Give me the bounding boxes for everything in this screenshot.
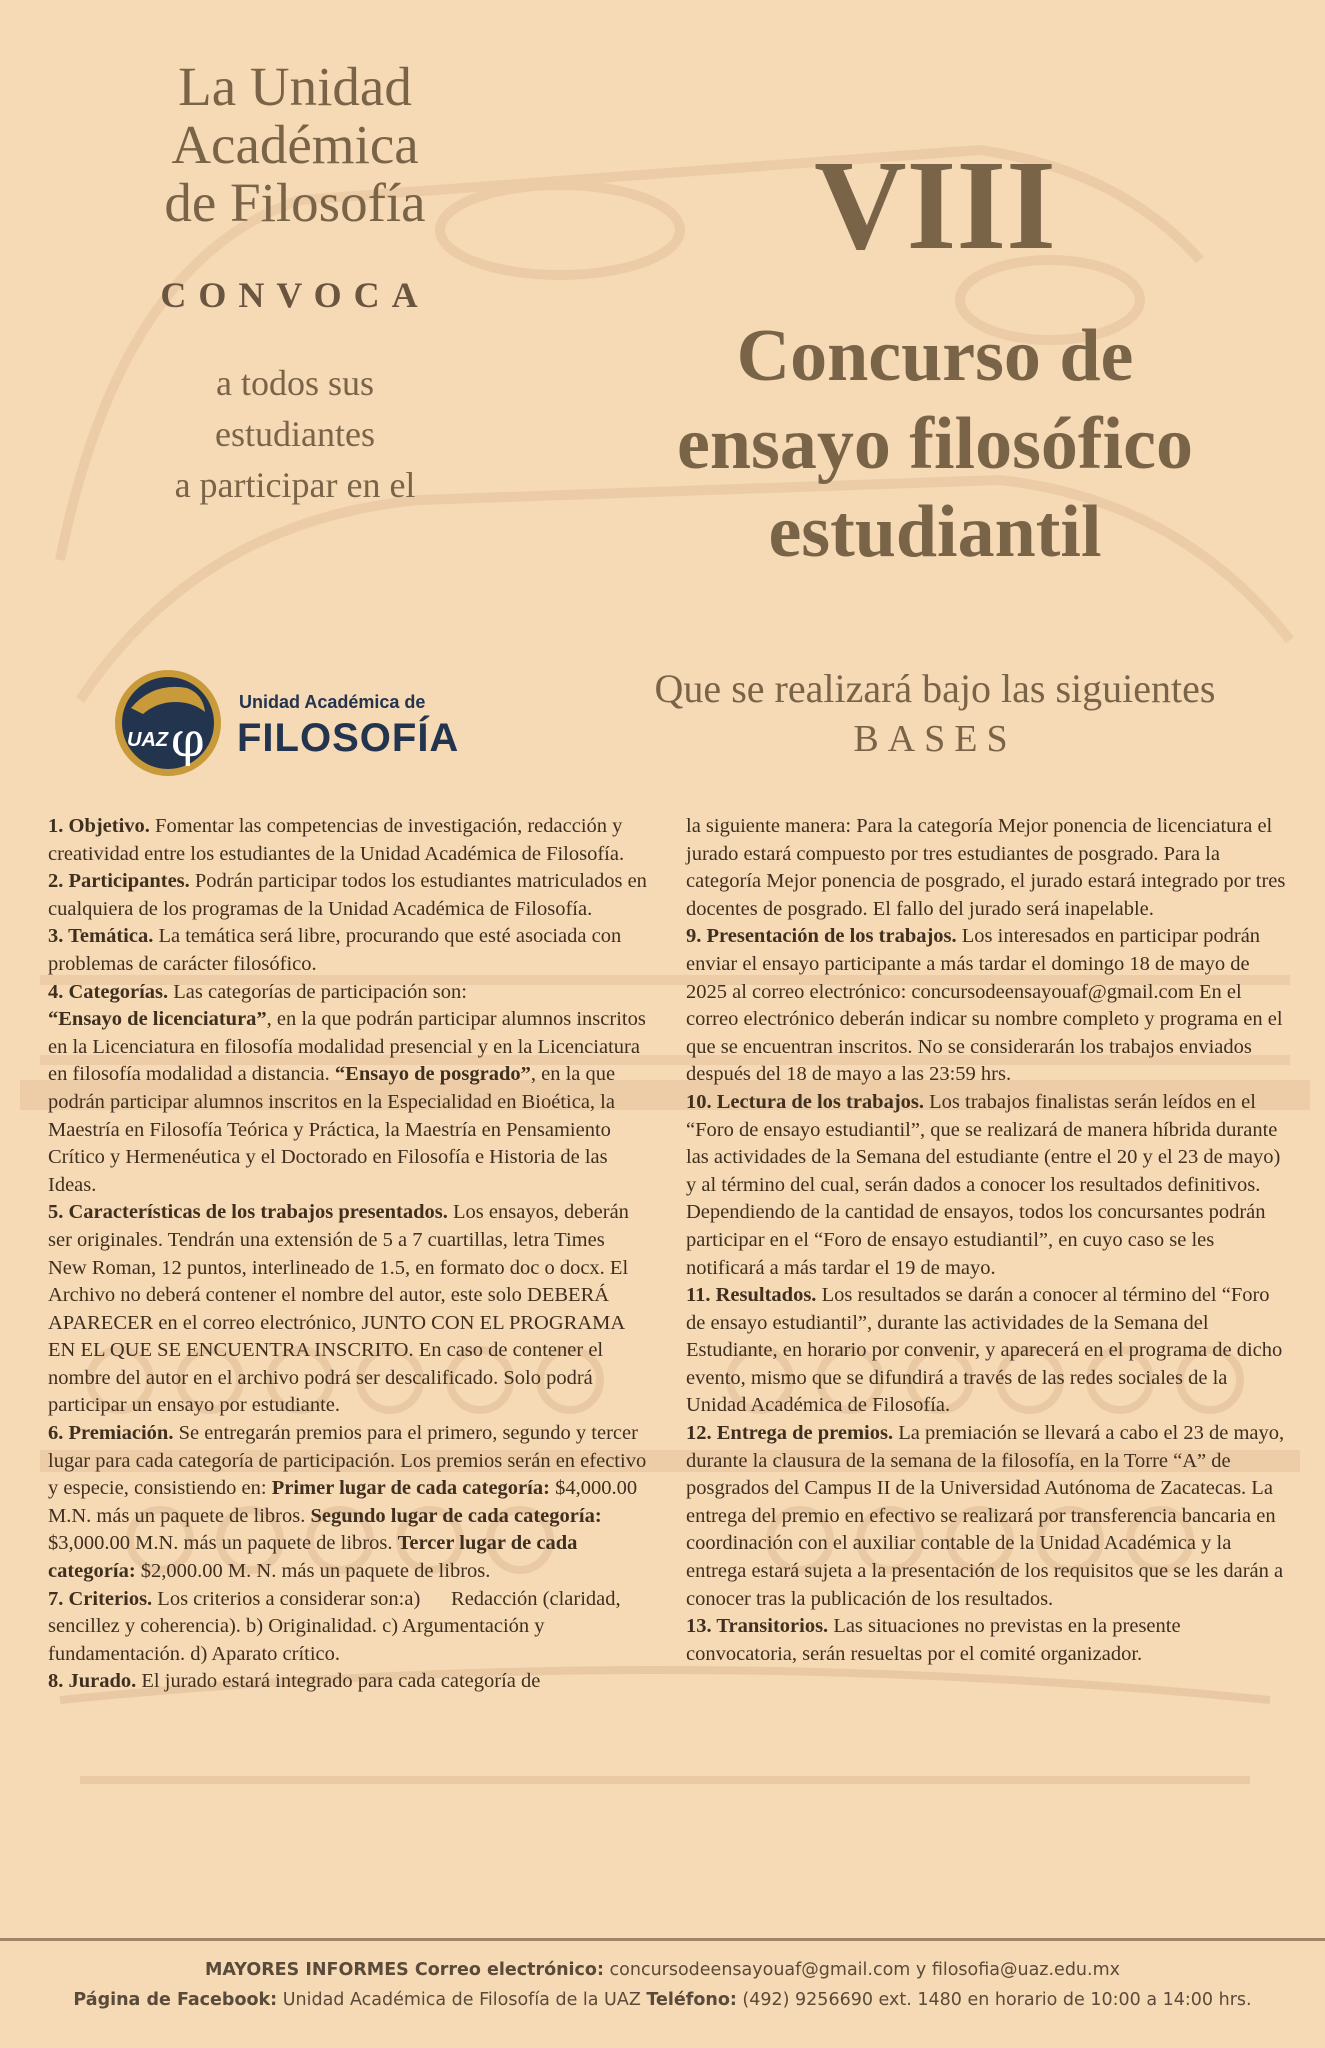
rule-title: 9. Presentación de los trabajos. bbox=[686, 925, 957, 948]
rule-subtitle: Segundo lugar de cada categoría: bbox=[310, 1504, 602, 1527]
footer-label: Página de Facebook: bbox=[73, 1990, 278, 2010]
rules-column-left bbox=[48, 813, 648, 1696]
rule-text: , en la que podrán participar alumnos inscritos en la Especialidad en Bioética, la Maestría en Filosofía Teórica y Práctica, la Maestría en Pensamiento Crítico y Hermenéutica y el Doctorado en Filosofía e Historia de las Ideas. bbox=[48, 1063, 616, 1196]
convocation-header bbox=[110, 58, 480, 511]
rule-text: La temática será libre, procurando que esté asociada con problemas de carácter filosófico. bbox=[48, 925, 622, 975]
unit-title-line: Académica bbox=[171, 114, 419, 175]
rule-text: Los criterios a considerar son:a) Redacción (claridad, sencillez y coherencia). b) Originalidad. c) Argumentación y fundamentación. d) Aparato crítico. bbox=[48, 1587, 626, 1665]
logo-subtitle: Unidad Académica de bbox=[239, 692, 426, 712]
rule-text: $2,000.00 M. N. más un paquete de libros. bbox=[135, 1560, 491, 1583]
footer-email-value: concursodeensayouaf@gmail.com y filosofia@uaz.edu.mx bbox=[603, 1960, 1120, 1980]
rule-item bbox=[48, 923, 648, 978]
unit-title-line: La Unidad bbox=[178, 56, 412, 117]
rule-item bbox=[686, 1613, 1286, 1668]
rule-item bbox=[686, 1282, 1286, 1420]
invitation-line: a participar en el bbox=[174, 465, 416, 505]
bases-intro-text: Que se realizará bajo las siguientes bbox=[654, 666, 1216, 711]
rule-title: 10. Lectura de los trabajos. bbox=[686, 1090, 925, 1113]
rule-title: 8. Jurado. bbox=[48, 1670, 137, 1693]
rule-subtitle: “Ensayo de licenciatura” bbox=[48, 1008, 267, 1031]
footer-label: Teléfono: bbox=[646, 1990, 737, 2010]
unit-title-line: de Filosofía bbox=[164, 172, 426, 233]
rule-item bbox=[48, 1668, 648, 1696]
convoca-heading: CONVOCA bbox=[160, 275, 430, 315]
uaz-eagle-logo-icon bbox=[113, 668, 223, 778]
rule-title: 3. Temática. bbox=[48, 925, 154, 948]
rule-subtitle: Tercer lugar de cada categoría: bbox=[48, 1532, 578, 1583]
contact-footer bbox=[0, 1955, 1325, 2015]
rules-column-right bbox=[686, 813, 1286, 1668]
contest-title-line: estudiantil bbox=[768, 491, 1102, 573]
rule-text: la siguiente manera: Para la categoría Mejor ponencia de licenciatura el jurado estará compuesto por tres estudiantes de posgrado. Para la categoría Mejor ponencia de posgrado, el jurado estará integrado por tres docentes de posgrado. El fallo del jurado será inapelable. bbox=[686, 815, 1286, 920]
rule-item bbox=[686, 1420, 1286, 1613]
bases-heading: BASES bbox=[853, 718, 1017, 760]
footer-phone-value: (492) 9256690 ext. 1480 en horario de 10:00 a 14:00 hrs. bbox=[736, 1990, 1252, 2010]
rule-item bbox=[686, 813, 1286, 923]
rule-text: , en la que podrán participar alumnos inscritos en la Licenciatura en filosofía modalidad presencial y en la Licenciatura en filosofía modalidad a distancia. bbox=[48, 1008, 646, 1086]
rule-title: 1. Objetivo. bbox=[48, 815, 150, 837]
footer-label: MAYORES INFORMES Correo electrónico: bbox=[205, 1960, 604, 1980]
rule-subtitle: Primer lugar de cada categoría: bbox=[271, 1477, 550, 1500]
logo-phi-symbol: φ bbox=[171, 712, 205, 768]
logo-title: FILOSOFÍA bbox=[237, 716, 460, 760]
rule-text: Fomentar las competencias de investigación, redacción y creatividad entre los estudiantes de la Unidad Académica de Filosofía. bbox=[48, 815, 625, 865]
bases-intro bbox=[590, 664, 1280, 764]
invitation-line: a todos sus bbox=[215, 363, 374, 403]
rule-title: 11. Resultados. bbox=[686, 1284, 817, 1307]
rule-title: 4. Categorías. bbox=[48, 980, 169, 1003]
rule-title: 5. Características de los trabajos presentados. bbox=[48, 1201, 448, 1224]
rule-item bbox=[48, 1420, 648, 1586]
invitation-text bbox=[110, 358, 480, 511]
footer-contact-line bbox=[0, 1955, 1325, 1985]
rule-text: La premiación se llevará a cabo el 23 de mayo, durante la clausura de la semana de la filosofía, en la Torre “A” de posgrados del Campus II de la Universidad Autónoma de Zacatecas. La entrega del premio en efectivo se realizará por transferencia bancaria en coordinación con el auxiliar contable de la Unidad Académica y la entrega estará sujeta a la presentación de los requisitos que se les darán a conocer tras la publicación de los resultados. bbox=[686, 1422, 1285, 1610]
edition-number: VIII bbox=[814, 134, 1056, 276]
rule-text: Se entregarán premios para el primero, segundo y tercer lugar para cada categoría de participación. Los premios serán en efectivo y especie, consistiendo en: bbox=[48, 1422, 647, 1500]
footer-facebook-value: Unidad Académica de Filosofía de la UAZ bbox=[277, 1990, 647, 2010]
rule-item bbox=[48, 979, 648, 1200]
rule-text: Los resultados se darán a conocer al término del “Foro de ensayo estudiantil”, durante las actividades de la Semana del Estudiante, en horario por convenir, y aparecerá en el programa de dicho evento, mismo que se difundirá a través de las redes sociales de la Unidad Académica de Filosofía. bbox=[686, 1284, 1283, 1417]
contest-title-line: ensayo filosófico bbox=[677, 403, 1193, 485]
rule-item bbox=[686, 1089, 1286, 1282]
contest-title-block bbox=[590, 134, 1280, 576]
rule-title: 2. Participantes. bbox=[48, 870, 190, 893]
contest-title bbox=[590, 312, 1280, 576]
rule-item bbox=[48, 868, 648, 923]
rule-item bbox=[686, 923, 1286, 1089]
rule-title: 13. Transitorios. bbox=[686, 1615, 829, 1638]
rule-title: 6. Premiación. bbox=[48, 1422, 174, 1445]
rule-title: 7. Criterios. bbox=[48, 1587, 153, 1610]
rule-text: $3,000.00 M.N. más un paquete de libros. bbox=[48, 1532, 398, 1555]
rule-text: Podrán participar todos los estudiantes matriculados en cualquiera de los programas de la Unidad Académica de Filosofía. bbox=[48, 870, 647, 920]
footer-contact-line bbox=[0, 1985, 1325, 2015]
rule-subtitle: “Ensayo de posgrado” bbox=[334, 1063, 531, 1086]
rule-text: Las situaciones no previstas en la presente convocatoria, serán resueltas por el comité organizador. bbox=[686, 1615, 1181, 1665]
logo-badge-text: UAZ bbox=[127, 729, 169, 751]
rule-item bbox=[48, 1199, 648, 1420]
rule-item bbox=[48, 813, 648, 868]
rule-text: Los trabajos finalistas serán leídos en el “Foro de ensayo estudiantil”, que se realizará de manera híbrida durante las actividades de la Semana del estudiante (entre el 20 y el 23 de mayo) y al término del cual, serán dados a conocer los resultados definitivos. Dependiendo de la cantidad de ensayos, todos los concursantes podrán participar en el “Foro de ensayo estudiantil”, en cuyo caso se les notificará a más tardar el 19 de mayo. bbox=[686, 1090, 1281, 1279]
contest-title-line: Concurso de bbox=[736, 315, 1134, 397]
footer-divider bbox=[0, 1938, 1325, 1941]
rule-item bbox=[48, 1586, 648, 1669]
rule-text: Las categorías de participación son: bbox=[168, 980, 467, 1003]
unit-title bbox=[110, 58, 480, 232]
rule-title: 12. Entrega de premios. bbox=[686, 1422, 894, 1445]
rule-text: $4,000.00 M.N. más un paquete de libros. bbox=[48, 1477, 638, 1527]
rule-text: Los interesados en participar podrán enviar el ensayo participante a más tardar el domingo 18 de mayo de 2025 al correo electrónico: concursodeensayouaf@gmail.com En el correo electrónico deberán indicar su nombre completo y programa en el que se encuentran inscritos. No se considerarán los trabajos enviados después del 18 de mayo a las 23:59 hrs. bbox=[686, 925, 1283, 1086]
rule-text: Los ensayos, deberán ser originales. Tendrán una extensión de 5 a 7 cuartillas, letra Times New Roman, 12 puntos, interlineado de 1.5, en formato doc o docx. El Archivo no deberá contener el nombre del autor, este solo DEBERÁ APARECER en el correo electrónico, JUNTO CON EL PROGRAMA EN EL QUE SE ENCUENTRA INSCRITO. En caso de contener el nombre del autor en el archivo podrá ser descalificado. Solo podrá participar un ensayo por estudiante. bbox=[48, 1201, 629, 1417]
rule-text: El jurado estará integrado para cada categoría de bbox=[136, 1670, 541, 1693]
faculty-logo bbox=[113, 668, 473, 778]
invitation-line: estudiantes bbox=[215, 414, 375, 454]
